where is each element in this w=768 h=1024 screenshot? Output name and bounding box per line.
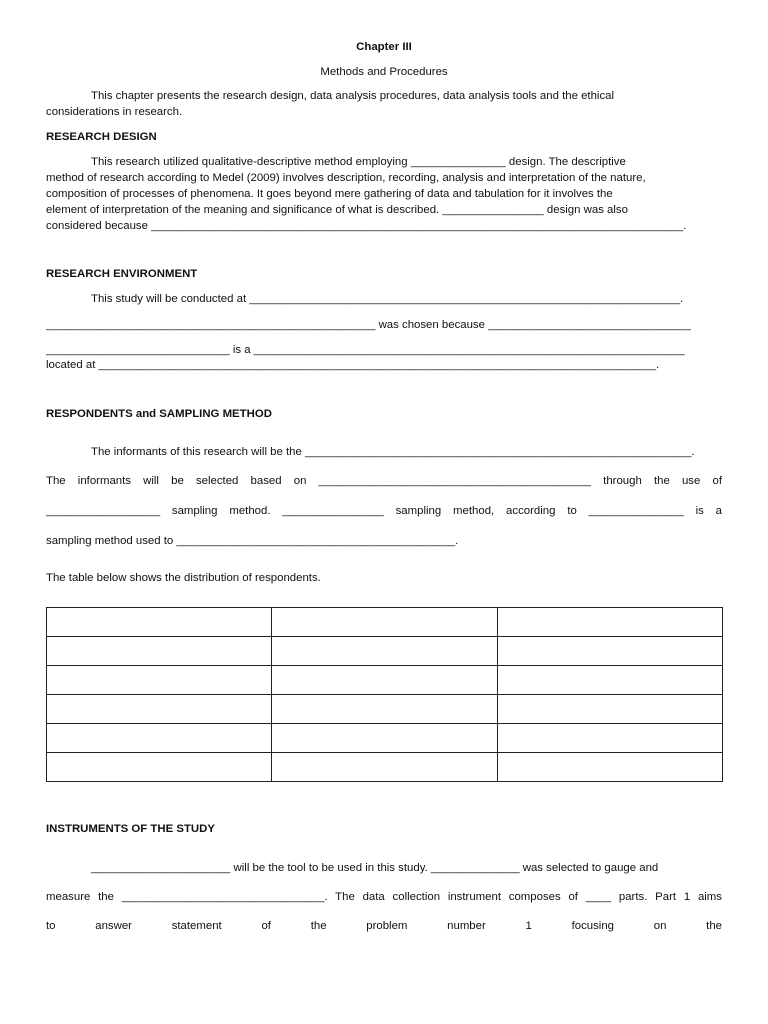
table-row bbox=[47, 608, 723, 637]
table-cell bbox=[47, 753, 272, 782]
instruments-line-1: ______________________ will be the tool to be used in this study. ______________ was selected to gauge and bbox=[91, 862, 659, 874]
table-cell bbox=[47, 637, 272, 666]
chapter-label: Chapter III bbox=[356, 41, 412, 53]
research-design-line-1: This research utilized qualitative-descriptive method employing _______________ design. The descriptive bbox=[91, 156, 626, 168]
instruments-line-3: to answer statement of the problem number 1 focusing on the bbox=[46, 920, 722, 932]
research-design-line-3: composition of processes of phenomena. It goes beyond mere gathering of data and tabulation for it involves the bbox=[46, 188, 613, 200]
table-cell bbox=[47, 608, 272, 637]
table-cell bbox=[497, 695, 722, 724]
table-cell bbox=[497, 724, 722, 753]
instruments-heading: INSTRUMENTS OF THE STUDY bbox=[46, 823, 215, 835]
research-environment-line-4: located at ________________________________________________________________________________________. bbox=[46, 359, 660, 371]
table-row bbox=[47, 637, 723, 666]
table-cell bbox=[272, 637, 497, 666]
research-design-line-2: method of research according to Medel (2009) involves description, recording, analysis and interpretation of the nature, bbox=[46, 172, 646, 184]
instruments-line-2: measure the ________________________________. The data collection instrument composes of ____ parts. Part 1 aims bbox=[46, 891, 722, 903]
table-row bbox=[47, 666, 723, 695]
table-cell bbox=[272, 753, 497, 782]
table-cell bbox=[497, 608, 722, 637]
research-environment-line-1: This study will be conducted at ____________________________________________________________________. bbox=[91, 293, 684, 305]
table-cell bbox=[272, 695, 497, 724]
table-row bbox=[47, 724, 723, 753]
research-environment-line-3: _____________________________ is a ____________________________________________________________________ bbox=[46, 344, 685, 356]
table-row bbox=[47, 695, 723, 724]
research-design-heading: RESEARCH DESIGN bbox=[46, 131, 157, 143]
table-row bbox=[47, 753, 723, 782]
table-cell bbox=[272, 724, 497, 753]
respondents-line-4: sampling method used to ____________________________________________. bbox=[46, 535, 459, 547]
table-cell bbox=[272, 608, 497, 637]
table-cell bbox=[497, 666, 722, 695]
table-caption: The table below shows the distribution of respondents. bbox=[46, 572, 321, 584]
research-environment-line-2: ____________________________________________________ was chosen because ________________________________ bbox=[46, 319, 691, 331]
intro-paragraph-line-1: This chapter presents the research design, data analysis procedures, data analysis tools and the ethical bbox=[91, 90, 615, 102]
intro-paragraph-line-2: considerations in research. bbox=[46, 106, 183, 118]
respondents-heading: RESPONDENTS and SAMPLING METHOD bbox=[46, 408, 272, 420]
table-cell bbox=[47, 695, 272, 724]
table-cell bbox=[47, 724, 272, 753]
chapter-title: Methods and Procedures bbox=[320, 66, 448, 78]
table-cell bbox=[272, 666, 497, 695]
research-design-line-5: considered because ____________________________________________________________________________________. bbox=[46, 220, 687, 232]
research-design-line-4: element of interpretation of the meaning and significance of what is described. ________________ design was also bbox=[46, 204, 628, 216]
table-cell bbox=[47, 666, 272, 695]
respondents-distribution-table bbox=[46, 607, 723, 782]
table-cell bbox=[497, 753, 722, 782]
respondents-line-2: The informants will be selected based on ___________________________________________ through the use of bbox=[46, 475, 722, 487]
respondents-line-1: The informants of this research will be the _____________________________________________________________. bbox=[91, 446, 695, 458]
table-cell bbox=[497, 637, 722, 666]
respondents-line-3: __________________ sampling method. ________________ sampling method, according to _______________ is a bbox=[46, 505, 722, 517]
research-environment-heading: RESEARCH ENVIRONMENT bbox=[46, 268, 198, 280]
